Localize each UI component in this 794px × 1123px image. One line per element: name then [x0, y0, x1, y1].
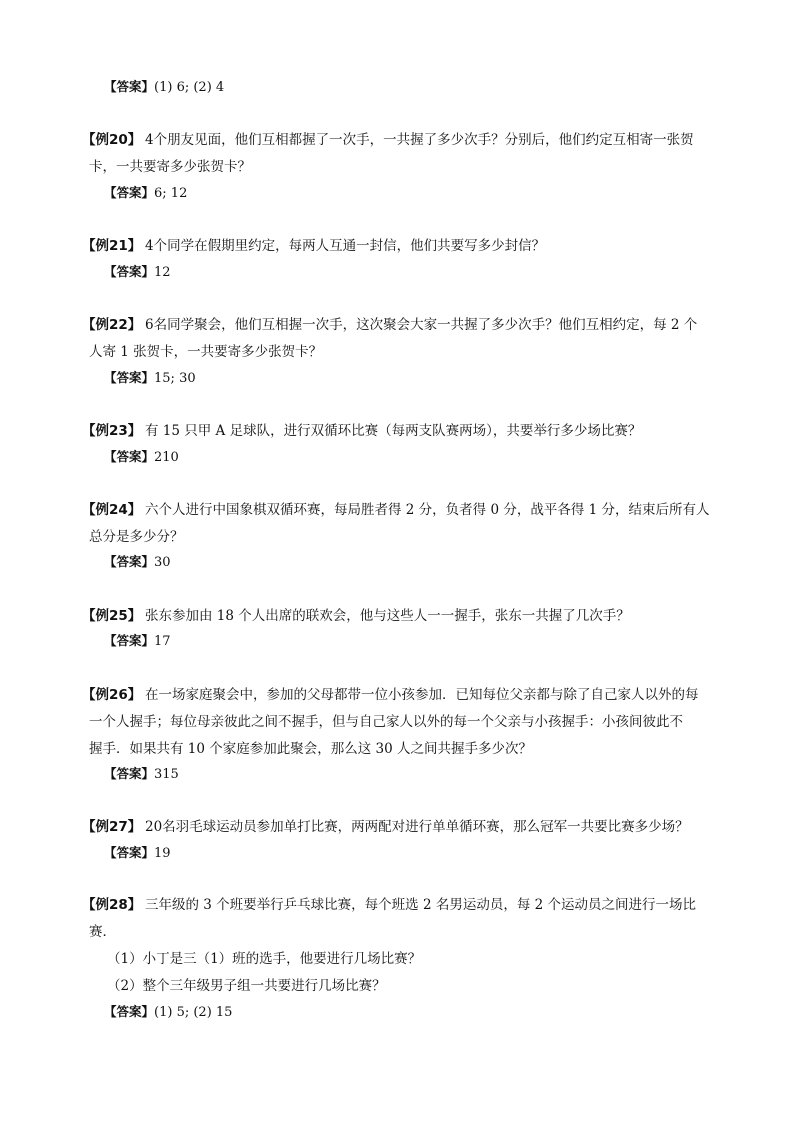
answer — [104, 447, 179, 465]
answer — [104, 764, 179, 782]
answer — [104, 262, 171, 280]
sub-question-1: （1）小丁是三（1）班的选手，他要进行几场比赛？ — [107, 951, 422, 967]
answer-value: 19 — [154, 846, 171, 861]
answer — [104, 552, 171, 570]
example-label: 【例28】 — [82, 897, 142, 913]
answer-value: (1) 5; (2) 15 — [154, 1005, 233, 1020]
answer-value: 315 — [154, 767, 179, 782]
question-line: 张东参加由 18 个人出席的联欢会，他与这些人一一握手，张东一共握了几次手？ — [145, 608, 630, 624]
answer-value: 210 — [154, 450, 179, 465]
example-label: 【例25】 — [82, 608, 142, 624]
answer-label: 【答案】 — [104, 185, 155, 200]
answer-value: 12 — [154, 265, 171, 280]
answer — [104, 843, 171, 861]
example-label: 【例21】 — [82, 238, 142, 254]
answer-value: 6; 12 — [154, 186, 188, 201]
answer — [104, 183, 187, 201]
question-line: 赛． — [89, 924, 116, 940]
answer-value: (1) 6; (2) 4 — [154, 80, 225, 95]
question-line: 卡，一共要寄多少张贺卡？ — [89, 159, 251, 175]
question-line: 6名同学聚会，他们互相握一次手，这次聚会大家一共握了多少次手？他们互相约定，每 2 个 — [145, 317, 698, 333]
answer-label: 【答案】 — [104, 370, 155, 385]
answer-top — [104, 77, 224, 95]
question-line: 有 15 只甲 A 足球队，进行双循环比赛（每两支队赛两场），共要举行多少场比赛？ — [145, 423, 642, 439]
answer-label: 【答案】 — [104, 633, 155, 648]
answer-label: 【答案】 — [104, 449, 155, 464]
question-line: 握手．如果共有 10 个家庭参加此聚会，那么这 30 人之间共握手多少次？ — [89, 741, 533, 757]
question-line: 4个朋友见面，他们互相都握了一次手，一共握了多少次手？分别后，他们约定互相寄一张贺 — [145, 132, 694, 148]
question-line: 4个同学在假期里约定，每两人互通一封信，他们共要写多少封信？ — [145, 238, 546, 254]
question-line: 一个人握手；每位母亲彼此之间不握手，但与自己家人以外的每一个父亲与小孩握手：小孩间彼此不 — [89, 714, 683, 730]
answer — [104, 368, 196, 386]
example-label: 【例27】 — [82, 819, 142, 835]
example-label: 【例24】 — [82, 502, 142, 518]
question-line: 三年级的 3 个班要举行乒乓球比赛，每个班选 2 名男运动员，每 2 个运动员之间进行一场比 — [145, 897, 697, 913]
answer — [104, 631, 171, 649]
answer-label: 【答案】 — [104, 1004, 155, 1019]
question-line: 在一场家庭聚会中，参加的父母都带一位小孩参加．已知每位父亲都与除了自己家人以外的每 — [145, 687, 699, 703]
example-label: 【例22】 — [82, 317, 142, 333]
example-label: 【例26】 — [82, 687, 142, 703]
answer-label: 【答案】 — [104, 264, 155, 279]
example-label: 【例23】 — [82, 423, 142, 439]
answer — [104, 1002, 232, 1020]
answer-label: 【答案】 — [104, 554, 155, 569]
question-line: 20名羽毛球运动员参加单打比赛，两两配对进行单单循环赛，那么冠军一共要比赛多少场？ — [145, 819, 689, 835]
answer-value: 30 — [154, 555, 171, 570]
answer-label: 【答案】 — [104, 79, 155, 94]
answer-label: 【答案】 — [104, 766, 155, 781]
sub-question-2: （2）整个三年级男子组一共要进行几场比赛？ — [107, 978, 386, 994]
answer-value: 17 — [154, 634, 171, 649]
answer-value: 15; 30 — [154, 371, 196, 386]
question-line: 六个人进行中国象棋双循环赛，每局胜者得 2 分，负者得 0 分，战平各得 1 分，结束后所有人 — [145, 502, 710, 518]
question-line: 总分是多少分？ — [89, 529, 184, 545]
example-label: 【例20】 — [82, 132, 142, 148]
question-line: 人寄 1 张贺卡，一共要寄多少张贺卡？ — [89, 344, 323, 360]
answer-label: 【答案】 — [104, 845, 155, 860]
